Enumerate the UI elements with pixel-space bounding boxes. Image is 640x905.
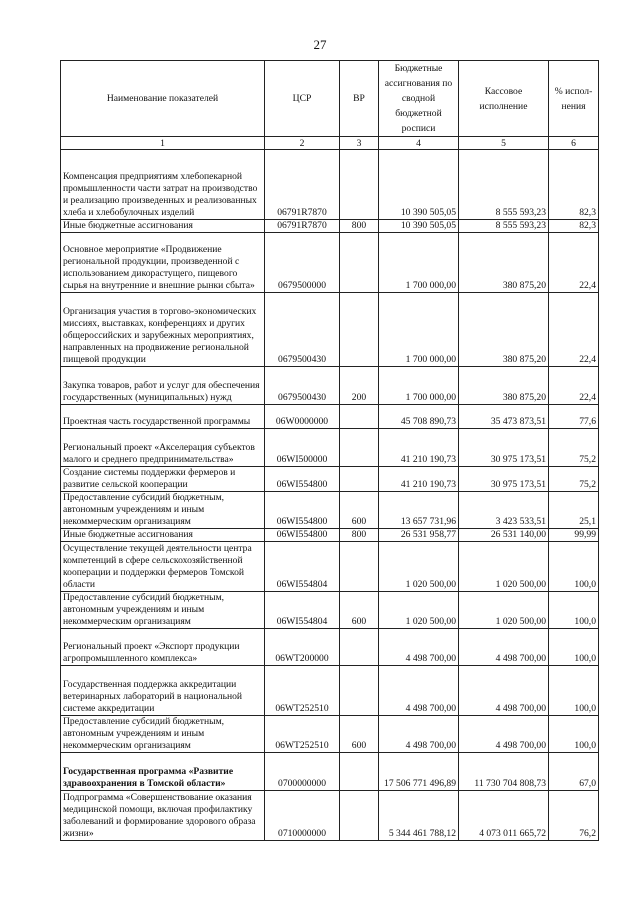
row-percent: 82,3 xyxy=(549,150,599,220)
row-budget: 10 390 505,05 xyxy=(379,150,459,220)
row-name: Региональный проект «Акселерация субъектов малого и среднего предпринимательства» xyxy=(61,429,265,467)
row-percent: 100,0 xyxy=(549,666,599,716)
row-name: Предоставление субсидий бюджетным, автономным учреждениям и иным некоммерческим организациям xyxy=(61,492,265,529)
row-cash: 30 975 173,51 xyxy=(459,467,549,492)
row-budget: 41 210 190,73 xyxy=(379,467,459,492)
table-row xyxy=(61,293,599,367)
row-cash: 4 498 700,00 xyxy=(459,716,549,753)
row-percent: 100,0 xyxy=(549,716,599,753)
row-csr: 06WI554800 xyxy=(265,467,340,492)
row-vr xyxy=(340,753,379,791)
row-name: Основное мероприятие «Продвижение региональной продукции, произведенной с использованием дикорастущего, пищевого сырья на внутренние и внешние рынки сбыта» xyxy=(61,233,265,293)
row-percent: 22,4 xyxy=(549,233,599,293)
row-cash: 1 020 500,00 xyxy=(459,592,549,629)
row-percent: 77,6 xyxy=(549,405,599,429)
table-row xyxy=(61,405,599,429)
row-cash: 8 555 593,23 xyxy=(459,220,549,233)
row-percent: 100,0 xyxy=(549,542,599,592)
column-number: 6 xyxy=(549,137,599,150)
column-number: 1 xyxy=(61,137,265,150)
column-number: 5 xyxy=(459,137,549,150)
header-csr: ЦСР xyxy=(265,61,340,137)
row-cash: 4 073 011 665,72 xyxy=(459,791,549,841)
table-row xyxy=(61,753,599,791)
row-vr: 600 xyxy=(340,492,379,529)
table-row xyxy=(61,367,599,405)
row-csr: 06WI554800 xyxy=(265,529,340,542)
row-cash: 11 730 704 808,73 xyxy=(459,753,549,791)
row-budget: 10 390 505,05 xyxy=(379,220,459,233)
row-csr: 06791R7870 xyxy=(265,150,340,220)
row-csr: 06WI554804 xyxy=(265,592,340,629)
row-percent: 25,1 xyxy=(549,492,599,529)
row-cash: 35 473 873,51 xyxy=(459,405,549,429)
table-row xyxy=(61,150,599,220)
row-percent: 67,0 xyxy=(549,753,599,791)
table-row xyxy=(61,592,599,629)
column-number: 3 xyxy=(340,137,379,150)
row-cash: 4 498 700,00 xyxy=(459,666,549,716)
table-header-row xyxy=(61,61,599,137)
row-vr xyxy=(340,405,379,429)
row-csr: 06WT252510 xyxy=(265,666,340,716)
budget-execution-table xyxy=(60,60,599,841)
row-budget: 4 498 700,00 xyxy=(379,666,459,716)
row-csr: 06WI554800 xyxy=(265,492,340,529)
row-csr: 06791R7870 xyxy=(265,220,340,233)
row-budget: 26 531 958,77 xyxy=(379,529,459,542)
row-vr xyxy=(340,429,379,467)
row-name: Закупка товаров, работ и услуг для обеспечения государственных (муниципальных) нужд xyxy=(61,367,265,405)
table-row xyxy=(61,233,599,293)
row-vr: 600 xyxy=(340,592,379,629)
row-name: Компенсация предприятиям хлебопекарной промышленности части затрат на производство и реализацию произведенных и реализованных хлеба и хлебобулочных изделий xyxy=(61,150,265,220)
row-csr: 06WT200000 xyxy=(265,629,340,666)
row-cash: 1 020 500,00 xyxy=(459,542,549,592)
row-vr xyxy=(340,293,379,367)
column-number: 4 xyxy=(379,137,459,150)
row-csr: 06W0000000 xyxy=(265,405,340,429)
header-name: Наименование показателей xyxy=(61,61,265,137)
page-number: 27 xyxy=(313,37,327,52)
row-percent: 22,4 xyxy=(549,293,599,367)
row-cash: 380 875,20 xyxy=(459,367,549,405)
row-csr: 0679500430 xyxy=(265,367,340,405)
row-vr xyxy=(340,666,379,716)
row-vr xyxy=(340,542,379,592)
row-name: Государственная поддержка аккредитации ветеринарных лабораторий в национальной системе аккредитации xyxy=(61,666,265,716)
table-row xyxy=(61,542,599,592)
row-name: Государственная программа «Развитие здравоохранения в Томской области» xyxy=(61,753,265,791)
column-number-row xyxy=(61,137,599,150)
row-vr xyxy=(340,233,379,293)
row-percent: 100,0 xyxy=(549,592,599,629)
row-budget: 1 700 000,00 xyxy=(379,233,459,293)
table-row xyxy=(61,220,599,233)
row-budget: 4 498 700,00 xyxy=(379,716,459,753)
row-percent: 100,0 xyxy=(549,629,599,666)
row-percent: 99,99 xyxy=(549,529,599,542)
table-row xyxy=(61,666,599,716)
row-budget: 1 020 500,00 xyxy=(379,542,459,592)
row-csr: 0700000000 xyxy=(265,753,340,791)
row-cash: 4 498 700,00 xyxy=(459,629,549,666)
header-percent: % испол-нения xyxy=(549,61,599,137)
table-row xyxy=(61,467,599,492)
row-budget: 41 210 190,73 xyxy=(379,429,459,467)
row-name: Проектная часть государственной программы xyxy=(61,405,265,429)
row-percent: 22,4 xyxy=(549,367,599,405)
row-name: Предоставление субсидий бюджетным, автономным учреждениям и иным некоммерческим организациям xyxy=(61,716,265,753)
row-cash: 380 875,20 xyxy=(459,233,549,293)
row-percent: 75,2 xyxy=(549,429,599,467)
row-budget: 17 506 771 496,89 xyxy=(379,753,459,791)
row-budget: 4 498 700,00 xyxy=(379,629,459,666)
row-name: Создание системы поддержки фермеров и развитие сельской кооперации xyxy=(61,467,265,492)
row-csr: 06WI500000 xyxy=(265,429,340,467)
column-number: 2 xyxy=(265,137,340,150)
table-row xyxy=(61,529,599,542)
table-row xyxy=(61,429,599,467)
row-cash: 8 555 593,23 xyxy=(459,150,549,220)
row-name: Иные бюджетные ассигнования xyxy=(61,529,265,542)
row-cash: 30 975 173,51 xyxy=(459,429,549,467)
row-percent: 76,2 xyxy=(549,791,599,841)
row-budget: 45 708 890,73 xyxy=(379,405,459,429)
row-vr: 200 xyxy=(340,367,379,405)
row-budget: 1 700 000,00 xyxy=(379,293,459,367)
row-budget: 5 344 461 788,12 xyxy=(379,791,459,841)
row-name: Предоставление субсидий бюджетным, автономным учреждениям и иным некоммерческим организациям xyxy=(61,592,265,629)
row-percent: 75,2 xyxy=(549,467,599,492)
row-budget: 1 700 000,00 xyxy=(379,367,459,405)
row-vr: 800 xyxy=(340,220,379,233)
row-vr xyxy=(340,629,379,666)
row-csr: 06WI554804 xyxy=(265,542,340,592)
row-percent: 82,3 xyxy=(549,220,599,233)
row-csr: 06WT252510 xyxy=(265,716,340,753)
table-row xyxy=(61,791,599,841)
row-csr: 0710000000 xyxy=(265,791,340,841)
header-vr: ВР xyxy=(340,61,379,137)
row-name: Подпрограмма «Совершенствование оказания медицинской помощи, включая профилактику заболеваний и формирование здорового образа жизни» xyxy=(61,791,265,841)
row-name: Осуществление текущей деятельности центра компетенций в сфере сельскохозяйственной кооперации и поддержки фермеров Томской области xyxy=(61,542,265,592)
row-csr: 0679500430 xyxy=(265,293,340,367)
row-name: Организация участия в торгово-экономических миссиях, выставках, конференциях и других общероссийских и зарубежных мероприятиях, направленных на продвижение региональной пищевой продукции xyxy=(61,293,265,367)
row-budget: 1 020 500,00 xyxy=(379,592,459,629)
row-csr: 0679500000 xyxy=(265,233,340,293)
row-vr: 600 xyxy=(340,716,379,753)
row-name: Иные бюджетные ассигнования xyxy=(61,220,265,233)
row-vr xyxy=(340,150,379,220)
header-cash: Кассовое исполнение xyxy=(459,61,549,137)
row-cash: 3 423 533,51 xyxy=(459,492,549,529)
row-cash: 26 531 140,00 xyxy=(459,529,549,542)
table-row xyxy=(61,629,599,666)
row-vr xyxy=(340,791,379,841)
row-vr xyxy=(340,467,379,492)
table-row xyxy=(61,492,599,529)
table-row xyxy=(61,716,599,753)
row-vr: 800 xyxy=(340,529,379,542)
row-name: Региональный проект «Экспорт продукции агропромышленного комплекса» xyxy=(61,629,265,666)
header-budget: Бюджетные ассигнования по сводной бюджетной росписи xyxy=(379,61,459,137)
row-budget: 13 657 731,96 xyxy=(379,492,459,529)
row-cash: 380 875,20 xyxy=(459,293,549,367)
